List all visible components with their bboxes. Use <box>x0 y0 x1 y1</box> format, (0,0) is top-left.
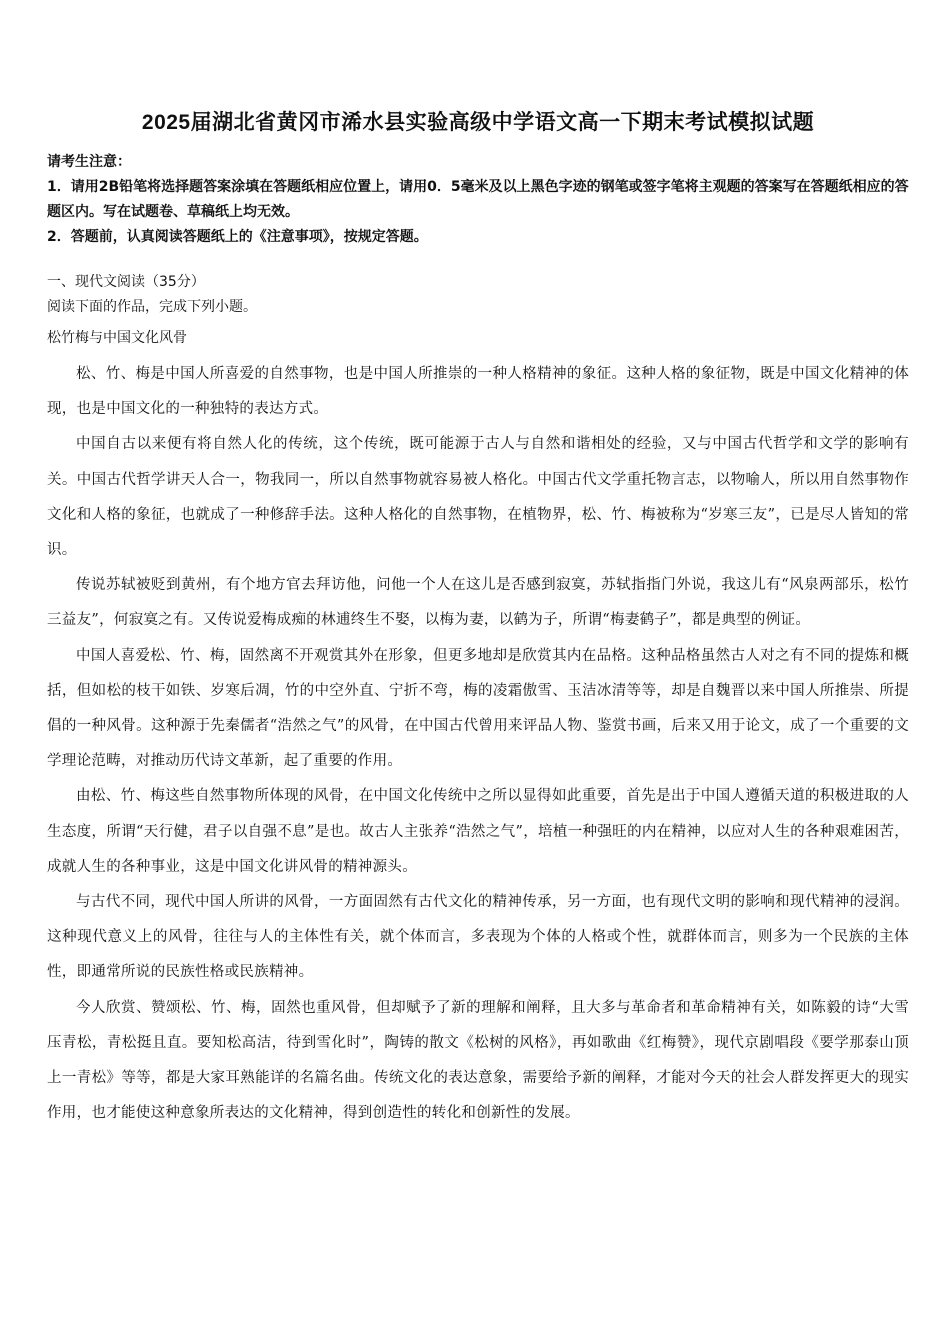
article-paragraph-2: 中国自古以来便有将自然人化的传统，这个传统，既可能源于古人与自然和谐相处的经验，又与中国古代哲学和文学的影响有关。中国古代哲学讲天人合一，物我同一，所以自然事物就容易被人格化。中国古代文学重托物言志，以物喻人，所以用自然事物作文化和人格的象征，也就成了一种修辞手法。这种人格化的自然事物，在植物界，松、竹、梅被称为“岁寒三友”，已是尽人皆知的常识。 <box>47 436 909 559</box>
article-title: 松竹梅与中国文化风骨 <box>47 330 187 346</box>
article-paragraph-1: 松、竹、梅是中国人所喜爱的自然事物，也是中国人所推崇的一种人格精神的象征。这种人格的象征物，既是中国文化精神的体现，也是中国文化的一种独特的表达方式。 <box>47 366 909 418</box>
notice-heading: 请考生注意： <box>47 154 131 170</box>
notice-item-2: 2．答题前，认真阅读答题纸上的《注意事项》，按规定答题。 <box>47 229 428 245</box>
notice-item-1: 1．请用2B铅笔将选择题答案涂填在答题纸相应位置上，请用0．5毫米及以上黑色字迹的钢笔或签字笔将主观题的答案写在答题纸相应的答题区内。写在试题卷、草稿纸上均无效。 <box>47 179 909 220</box>
document-title: 2025届湖北省黄冈市浠水县实验高级中学语文高一下期末考试模拟试题 <box>141 111 815 134</box>
article-paragraph-4: 中国人喜爱松、竹、梅，固然离不开观赏其外在形象，但更多地却是欣赏其内在品格。这种品格虽然古人对之有不同的提炼和概括，但如松的枝干如铁、岁寒后凋，竹的中空外直、宁折不弯，梅的凌霜傲雪、玉洁冰清等等，却是自魏晋以来中国人所推崇、所提倡的一种风骨。这种源于先秦儒者“浩然之气”的风骨，在中国古代曾用来评品人物、鉴赏书画，后来又用于论文，成了一个重要的文学理论范畴，对推动历代诗文革新，起了重要的作用。 <box>47 647 909 770</box>
article-body <box>47 357 909 1131</box>
exam-page <box>47 108 909 1131</box>
article-paragraph-6: 与古代不同，现代中国人所讲的风骨，一方面固然有古代文化的精神传承，另一方面，也有现代文明的影响和现代精神的浸润。这种现代意义上的风骨，往往与人的主体性有关，就个体而言，多表现为个体的人格或个性，就群体而言，则多为一个民族的主体性，即通常所说的民族性格或民族精神。 <box>47 894 909 981</box>
article-paragraph-7: 今人欣赏、赞颂松、竹、梅，固然也重风骨，但却赋予了新的理解和阐释，且大多与革命者和革命精神有关，如陈毅的诗“大雪压青松，青松挺且直。要知松高洁，待到雪化时”，陶铸的散文《松树的风格》，再如歌曲《红梅赞》，现代京剧唱段《要学那泰山顶上一青松》等等，都是大家耳熟能详的名篇名曲。传统文化的表达意象，需要给予新的阐释，才能对今天的社会人群发挥更大的现实作用，也才能使这种意象所表达的文化精神，得到创造性的转化和创新性的发展。 <box>47 999 909 1122</box>
section-instruction: 阅读下面的作品，完成下列小题。 <box>47 299 257 315</box>
article-paragraph-3: 传说苏轼被贬到黄州，有个地方官去拜访他，问他一个人在这儿是否感到寂寞，苏轼指指门外说，我这儿有“风泉两部乐，松竹三益友”，何寂寞之有。又传说爱梅成痴的林逋终生不娶，以梅为妻，以鹤为子，所谓“梅妻鹤子”，都是典型的例证。 <box>47 577 909 629</box>
section-heading: 一、现代文阅读（35分） <box>47 274 205 290</box>
exam-notice <box>47 150 909 250</box>
article-paragraph-5: 由松、竹、梅这些自然事物所体现的风骨，在中国文化传统中之所以显得如此重要，首先是出于中国人遵循天道的积极进取的人生态度，所谓“天行健，君子以自强不息”是也。故古人主张养“浩然之气”，培植一种强旺的内在精神，以应对人生的各种艰难困苦，成就人生的各种事业，这是中国文化讲风骨的精神源头。 <box>47 788 909 875</box>
